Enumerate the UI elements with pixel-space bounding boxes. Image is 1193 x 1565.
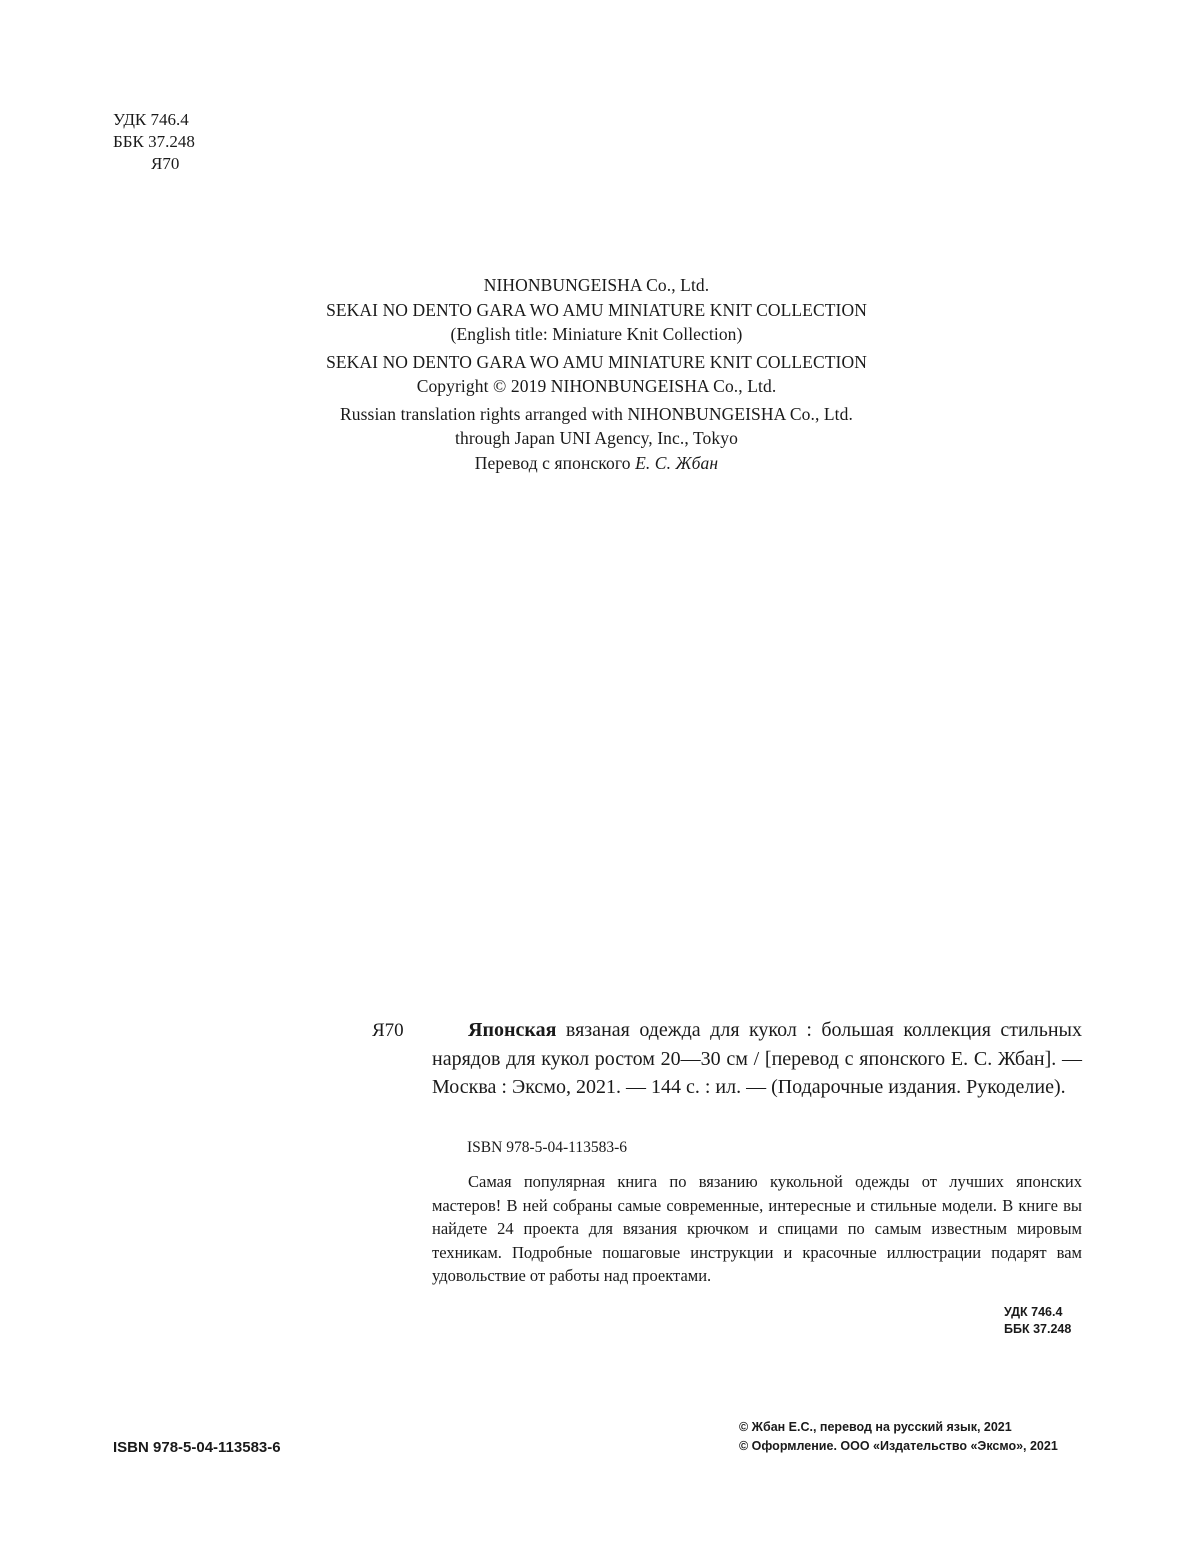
udk-code: УДК 746.4	[113, 110, 189, 129]
copyright-design: © Оформление. ООО «Издательство «Эксмо», 2021	[739, 1439, 1058, 1453]
english-title-line: (English title: Miniature Knit Collection)	[450, 324, 743, 344]
card-description-text: вязаная одежда для кукол : большая коллекция стильных нарядов для кукол ростом 20—30 см / [перевод с японского Е. С. Жбан]. — Москва : Эксмо, 2021. — 144 с. : ил. — (Подарочные издания. Рукоделие).	[432, 1019, 1082, 1098]
copyright-translation: © Жбан Е.С., перевод на русский язык, 2021	[739, 1420, 1012, 1434]
card-annotation: Самая популярная книга по вязанию кукольной одежды от лучших японских мастеров! В ней собраны самые современные, интересные и стильные модели. В книге вы найдете 24 проекта для вязания крючком и спицами по самым известным мировым техникам. Подробные пошаговые инструкции и красочные иллюстрации подарят вам удовольствие от работы над проектами.	[432, 1172, 1082, 1285]
card-classification	[1004, 1304, 1071, 1338]
agency-line: through Japan UNI Agency, Inc., Tokyo	[455, 428, 738, 448]
author-mark: Я70	[151, 154, 180, 173]
translator-prefix: Перевод с японского	[474, 452, 631, 473]
bbk-code: ББК 37.248	[113, 132, 195, 151]
card-isbn: ISBN 978-5-04-113583-6	[467, 1139, 628, 1156]
original-title-repeat-line: SEKAI NO DENTO GARA WO AMU MINIATURE KNIT COLLECTION	[326, 351, 867, 372]
card-title-lead: Японская	[468, 1019, 557, 1041]
copyright-line: Copyright © 2019 NIHONBUNGEISHA Co., Ltd.	[416, 376, 777, 396]
original-title-line: SEKAI NO DENTO GARA WO AMU MINIATURE KNIT COLLECTION	[326, 299, 867, 320]
copyright-block-bottom	[739, 1418, 1058, 1456]
translation-rights-line: Russian translation rights arranged with NIHONBUNGEISHA Co., Ltd.	[340, 403, 853, 424]
card-bbk: ББК 37.248	[1004, 1322, 1072, 1336]
classification-block-top	[113, 109, 195, 175]
isbn-bottom: ISBN 978-5-04-113583-6	[113, 1439, 281, 1456]
card-udk: УДК 746.4	[1004, 1305, 1063, 1319]
publisher-line: NIHONBUNGEISHA Co., Ltd.	[483, 275, 710, 295]
translator-name: Е. С. Жбан	[635, 452, 719, 473]
catalog-card-description	[432, 1016, 1082, 1102]
rights-block	[0, 273, 1193, 475]
translator-line	[0, 451, 1193, 476]
card-author-mark: Я70	[372, 1020, 404, 1041]
